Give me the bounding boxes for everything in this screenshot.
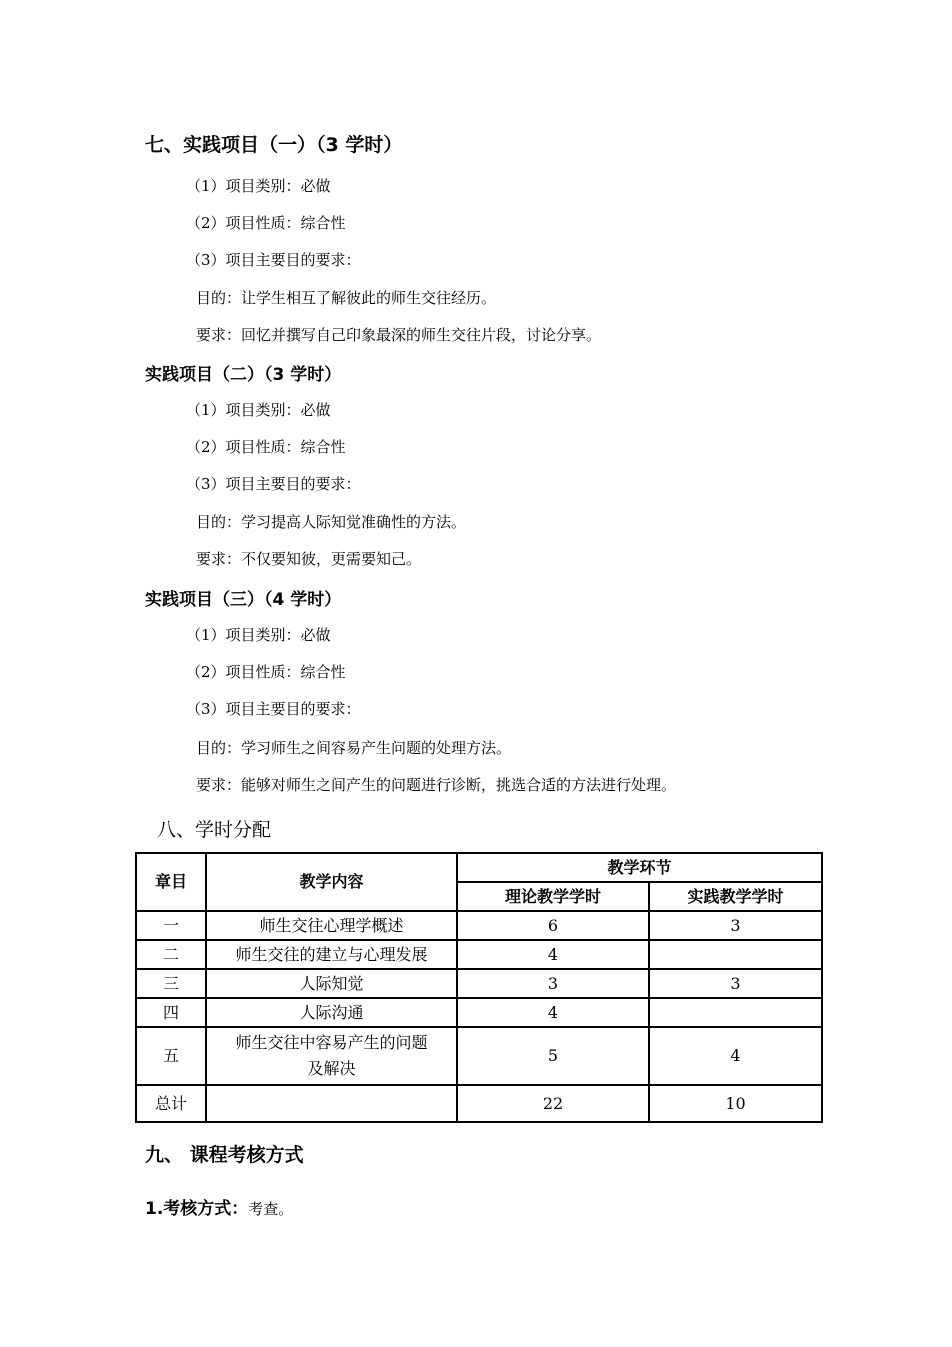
cell-content-line2: 及解决 (307, 1059, 356, 1078)
hours-allocation-table (135, 852, 823, 1123)
cell-content: 师生交往的建立与心理发展 (206, 940, 457, 969)
project1-type: （1）项目类别：必做 (186, 177, 331, 195)
section-title-hours: 八、学时分配 (157, 819, 272, 841)
cell-content-line1: 师生交往中容易产生的问题 (235, 1033, 428, 1052)
cell-theory: 4 (457, 940, 649, 969)
cell-theory: 3 (457, 969, 649, 998)
cell-content: 人际知觉 (206, 969, 457, 998)
table-row (136, 1027, 822, 1085)
header-practice-hours: 实践教学学时 (649, 882, 822, 911)
cell-total-practice: 10 (649, 1085, 822, 1122)
section-title-assessment: 九、 课程考核方式 (145, 1144, 304, 1166)
project2-req-heading: （3）项目主要目的要求： (186, 475, 361, 493)
cell-practice (649, 998, 822, 1027)
header-teaching-stage: 教学环节 (457, 853, 822, 882)
cell-total-content (206, 1085, 457, 1122)
table-row (136, 969, 822, 998)
cell-chapter: 四 (136, 998, 206, 1027)
project1-purpose: 目的：让学生相互了解彼此的师生交往经历。 (196, 289, 497, 307)
project2-type: （1）项目类别：必做 (186, 401, 331, 419)
cell-practice: 3 (649, 969, 822, 998)
assessment-method-value: 考查。 (248, 1200, 294, 1218)
project1-nature: （2）项目性质：综合性 (186, 214, 346, 232)
assessment-method (145, 1194, 293, 1219)
project2-purpose: 目的：学习提高人际知觉准确性的方法。 (196, 513, 467, 531)
project3-req-heading: （3）项目主要目的要求： (186, 700, 361, 718)
project3-purpose: 目的：学习师生之间容易产生问题的处理方法。 (196, 739, 512, 757)
cell-chapter: 一 (136, 911, 206, 940)
section-title-practice-1: 七、实践项目（一）（3 学时） (145, 134, 403, 156)
project1-req-heading: （3）项目主要目的要求： (186, 251, 361, 269)
cell-content: 师生交往心理学概述 (206, 911, 457, 940)
cell-theory: 5 (457, 1027, 649, 1085)
project2-nature: （2）项目性质：综合性 (186, 438, 346, 456)
project3-nature: （2）项目性质：综合性 (186, 663, 346, 681)
assessment-method-label: 1.考核方式： (145, 1199, 249, 1219)
cell-chapter: 二 (136, 940, 206, 969)
project2-requirement: 要求：不仅要知彼，更需要知己。 (196, 550, 422, 568)
cell-total-theory: 22 (457, 1085, 649, 1122)
table-row (136, 940, 822, 969)
project3-type: （1）项目类别：必做 (186, 626, 331, 644)
table-row (136, 998, 822, 1027)
cell-total-label: 总计 (136, 1085, 206, 1122)
section-title-practice-2: 实践项目（二）（3 学时） (145, 365, 342, 385)
section-title-practice-3: 实践项目（三）（4 学时） (145, 590, 342, 610)
cell-theory: 4 (457, 998, 649, 1027)
project3-requirement: 要求：能够对师生之间产生的问题进行诊断，挑选合适的方法进行处理。 (196, 776, 677, 794)
cell-practice: 4 (649, 1027, 822, 1085)
project1-requirement: 要求：回忆并撰写自己印象最深的师生交往片段，讨论分享。 (196, 326, 602, 344)
table-row-total (136, 1085, 822, 1122)
cell-theory: 6 (457, 911, 649, 940)
header-content: 教学内容 (206, 853, 457, 911)
cell-content (206, 1027, 457, 1085)
header-chapter: 章目 (136, 853, 206, 911)
cell-practice: 3 (649, 911, 822, 940)
cell-content: 人际沟通 (206, 998, 457, 1027)
cell-chapter: 三 (136, 969, 206, 998)
header-theory-hours: 理论教学学时 (457, 882, 649, 911)
cell-practice (649, 940, 822, 969)
table-row (136, 911, 822, 940)
cell-chapter: 五 (136, 1027, 206, 1085)
